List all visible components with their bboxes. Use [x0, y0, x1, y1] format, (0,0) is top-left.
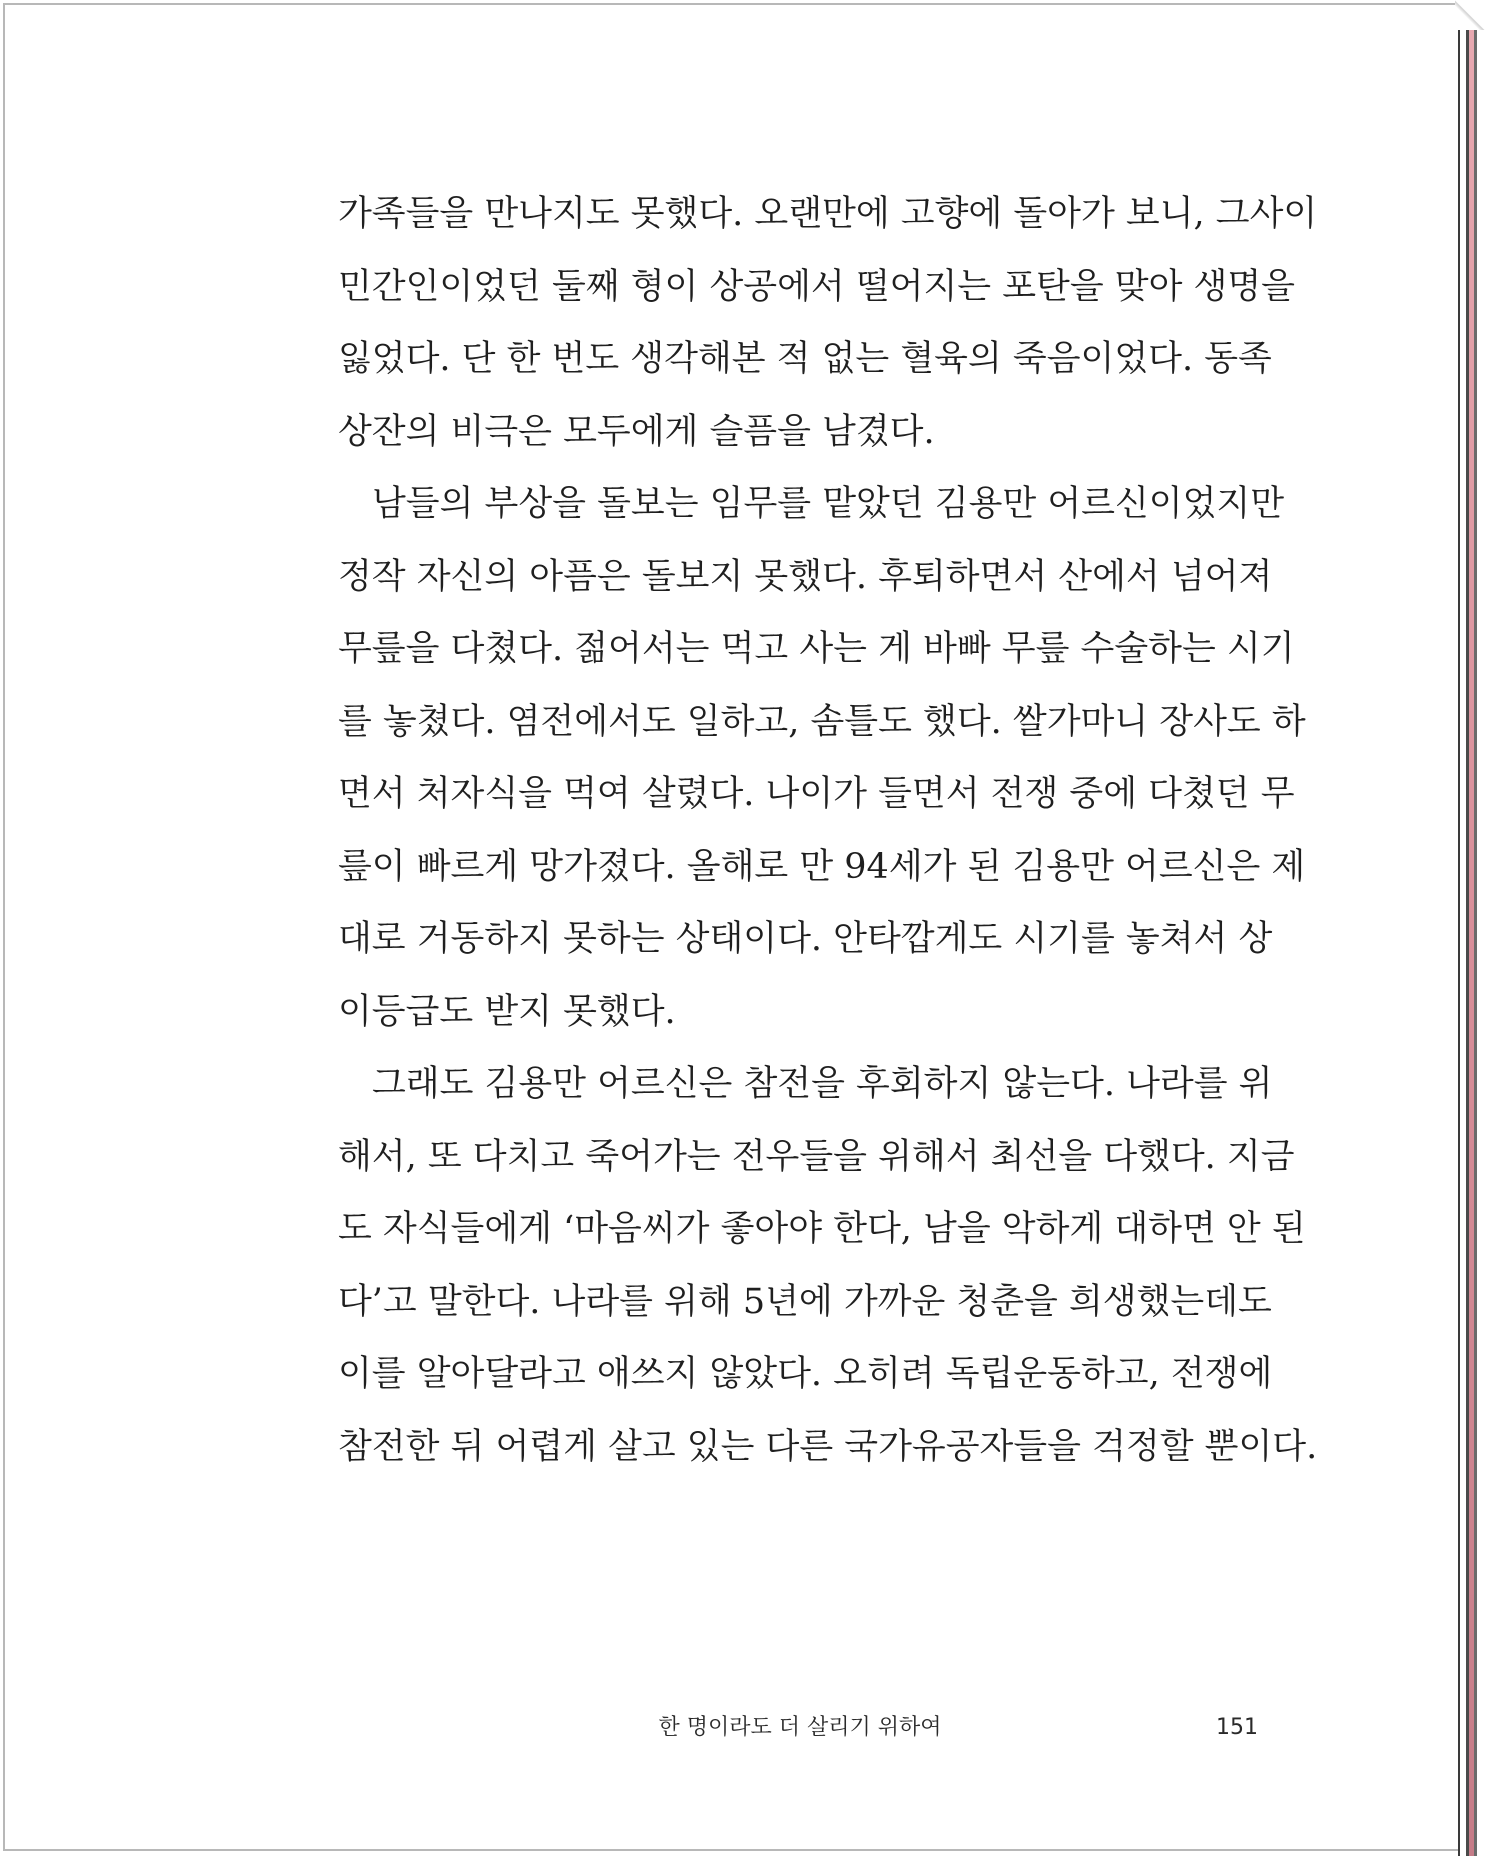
- text-line: 이등급도 받지 못했다.: [338, 991, 676, 1032]
- text-line: 남들의 부상을 돌보는 임무를 맡았던 김용만 어르신이었지만: [372, 484, 1285, 524]
- page-corner-fold: [1455, 0, 1485, 30]
- text-line: 릎이 빠르게 망가졌다. 올해로 만 94세가 된 김용만 어르신은 제: [338, 846, 1306, 887]
- text-line: 정작 자신의 아픔은 돌보지 못했다. 후퇴하면서 산에서 넘어져: [338, 556, 1273, 597]
- body-text: [338, 183, 1318, 1488]
- text-line: 면서 처자식을 먹여 살렸다. 나이가 들면서 전쟁 중에 다쳤던 무: [338, 774, 1295, 814]
- text-line: 대로 거동하지 못하는 상태이다. 안타깝게도 시기를 놓쳐서 상: [338, 919, 1273, 959]
- text-line: 참전한 뒤 어렵게 살고 있는 다른 국가유공자들을 걱정할 뿐이다.: [338, 1426, 1318, 1467]
- edge-margin: [1477, 0, 1508, 1856]
- page-number: 151: [1216, 1715, 1258, 1740]
- text-line: 가족들을 만나지도 못했다. 오랜만에 고향에 돌아가 보니, 그사이: [338, 194, 1318, 234]
- text-line: 무릎을 다쳤다. 젊어서는 먹고 사는 게 바빠 무릎 수술하는 시기: [338, 629, 1295, 669]
- text-line: 잃었다. 단 한 번도 생각해본 적 없는 혈육의 죽음이었다. 동족: [338, 339, 1272, 379]
- text-line: 를 놓쳤다. 염전에서도 일하고, 솜틀도 했다. 쌀가마니 장사도 하: [338, 701, 1306, 742]
- text-line: 다’고 말한다. 나라를 위해 5년에 가까운 청춘을 희생했는데도: [338, 1281, 1272, 1322]
- text-line: 이를 알아달라고 애쓰지 않았다. 오히려 독립운동하고, 전쟁에: [338, 1354, 1273, 1394]
- running-footer-title: 한 명이라도 더 살리기 위하여: [658, 1715, 942, 1740]
- page-stack-edge: [1458, 0, 1508, 1856]
- text-line: 그래도 김용만 어르신은 참전을 후회하지 않는다. 나라를 위: [372, 1064, 1273, 1104]
- text-line: 도 자식들에게 ‘마음씨가 좋아야 한다, 남을 악하게 대하면 안 된: [338, 1209, 1306, 1249]
- text-line: 해서, 또 다치고 죽어가는 전우들을 위해서 최선을 다했다. 지금: [338, 1136, 1295, 1177]
- text-line: 민간인이었던 둘째 형이 상공에서 떨어지는 포탄을 맞아 생명을: [338, 266, 1295, 307]
- text-line: 상잔의 비극은 모두에게 슬픔을 남겼다.: [338, 411, 935, 452]
